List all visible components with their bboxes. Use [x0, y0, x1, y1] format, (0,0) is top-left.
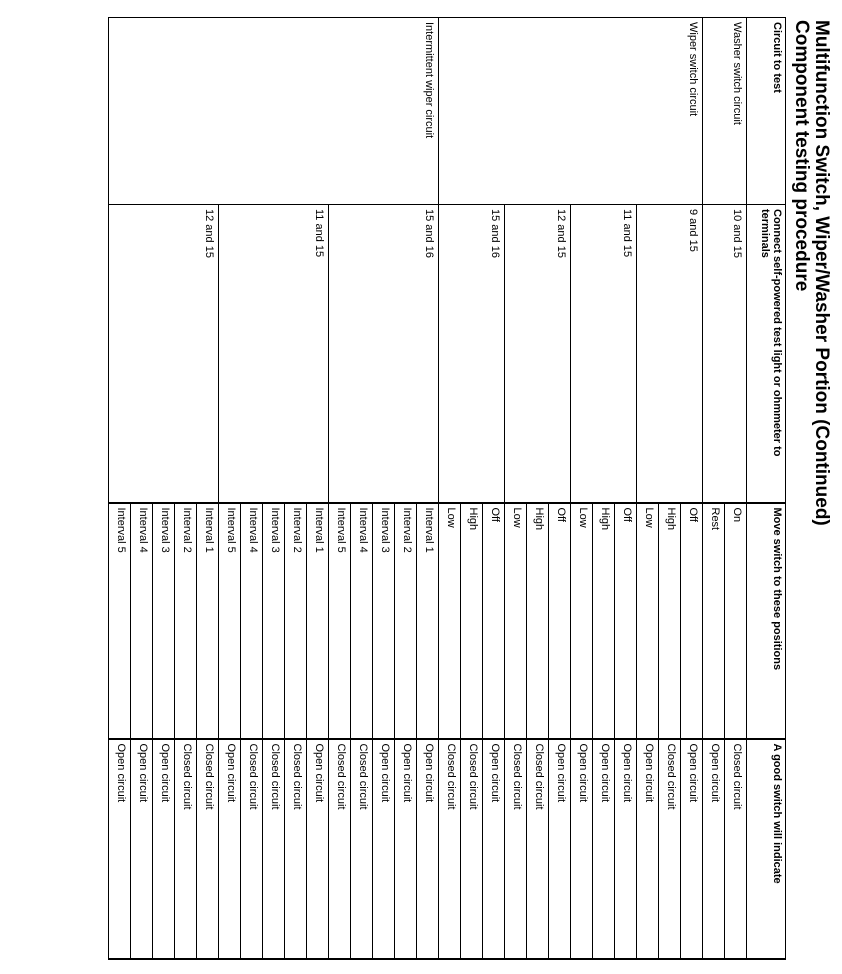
position-cell: Interval 3 [263, 503, 285, 739]
result-cell: Closed circuit [527, 739, 549, 959]
result-cell: Open circuit [593, 739, 615, 959]
result-cell: Closed circuit [329, 739, 351, 959]
position-cell: Rest [703, 503, 725, 739]
result-cell: Open circuit [109, 739, 131, 959]
position-cell: Interval 2 [285, 503, 307, 739]
terminals-cell: 15 and 16 [439, 205, 505, 503]
result-cell: Open circuit [571, 739, 593, 959]
position-cell: High [527, 503, 549, 739]
position-cell: Interval 5 [329, 503, 351, 739]
circuit-name-cell: Intermittent wiper circuit [109, 18, 439, 205]
position-cell: Off [549, 503, 571, 739]
position-cell: High [461, 503, 483, 739]
table-row [417, 18, 439, 959]
result-cell: Open circuit [681, 739, 703, 959]
position-cell: Interval 2 [395, 503, 417, 739]
position-cell: Low [439, 503, 461, 739]
result-cell: Closed circuit [505, 739, 527, 959]
position-cell: Interval 4 [241, 503, 263, 739]
result-cell: Closed circuit [351, 739, 373, 959]
position-cell: Interval 1 [417, 503, 439, 739]
position-cell: Low [637, 503, 659, 739]
result-cell: Closed circuit [241, 739, 263, 959]
terminals-cell: 10 and 15 [703, 205, 747, 503]
position-cell: Interval 3 [153, 503, 175, 739]
header-circuit: Circuit to test [747, 18, 786, 205]
result-cell: Closed circuit [725, 739, 747, 959]
result-cell: Closed circuit [197, 739, 219, 959]
result-cell: Open circuit [483, 739, 505, 959]
terminals-cell: 12 and 15 [505, 205, 571, 503]
result-cell: Closed circuit [175, 739, 197, 959]
terminals-cell: 15 and 16 [329, 205, 439, 503]
header-positions: Move switch to these positions [747, 503, 786, 739]
result-cell: Open circuit [395, 739, 417, 959]
position-cell: Interval 1 [307, 503, 329, 739]
result-cell: Open circuit [307, 739, 329, 959]
page-title: Multifunction Switch, Wiper/Washer Portion (Continued) [811, 20, 832, 526]
table-body [109, 18, 747, 959]
terminals-cell: 11 and 15 [571, 205, 637, 503]
page-subtitle: Component testing procedure [791, 20, 812, 292]
position-cell: Interval 4 [131, 503, 153, 739]
position-cell: On [725, 503, 747, 739]
terminals-cell: 12 and 15 [109, 205, 219, 503]
circuit-name-cell: Washer switch circuit [703, 18, 747, 205]
position-cell: Interval 5 [109, 503, 131, 739]
result-cell: Closed circuit [439, 739, 461, 959]
position-cell: High [659, 503, 681, 739]
position-cell: Interval 5 [219, 503, 241, 739]
result-cell: Open circuit [549, 739, 571, 959]
position-cell: Off [483, 503, 505, 739]
result-cell: Closed circuit [659, 739, 681, 959]
result-cell: Closed circuit [263, 739, 285, 959]
result-cell: Open circuit [615, 739, 637, 959]
result-cell: Open circuit [131, 739, 153, 959]
table-header-row [747, 18, 786, 959]
result-cell: Open circuit [373, 739, 395, 959]
position-cell: Interval 1 [197, 503, 219, 739]
position-cell: Interval 4 [351, 503, 373, 739]
table-row [725, 18, 747, 959]
position-cell: Low [571, 503, 593, 739]
header-terminals: Connect self-powered test light or ohmmeter to terminals [747, 205, 786, 503]
position-cell: Off [615, 503, 637, 739]
circuit-name-cell: Wiper switch circuit [439, 18, 703, 205]
result-cell: Open circuit [637, 739, 659, 959]
result-cell: Open circuit [417, 739, 439, 959]
position-cell: Interval 2 [175, 503, 197, 739]
position-cell: Low [505, 503, 527, 739]
table-row [681, 18, 703, 959]
terminals-cell: 9 and 15 [637, 205, 703, 503]
terminals-cell: 11 and 15 [219, 205, 329, 503]
result-cell: Open circuit [219, 739, 241, 959]
position-cell: Interval 3 [373, 503, 395, 739]
position-cell: Off [681, 503, 703, 739]
result-cell: Closed circuit [461, 739, 483, 959]
procedure-table [108, 17, 786, 960]
result-cell: Open circuit [703, 739, 725, 959]
result-cell: Open circuit [153, 739, 175, 959]
position-cell: High [593, 503, 615, 739]
result-cell: Closed circuit [285, 739, 307, 959]
header-indication: A good switch will indicate [747, 739, 786, 959]
